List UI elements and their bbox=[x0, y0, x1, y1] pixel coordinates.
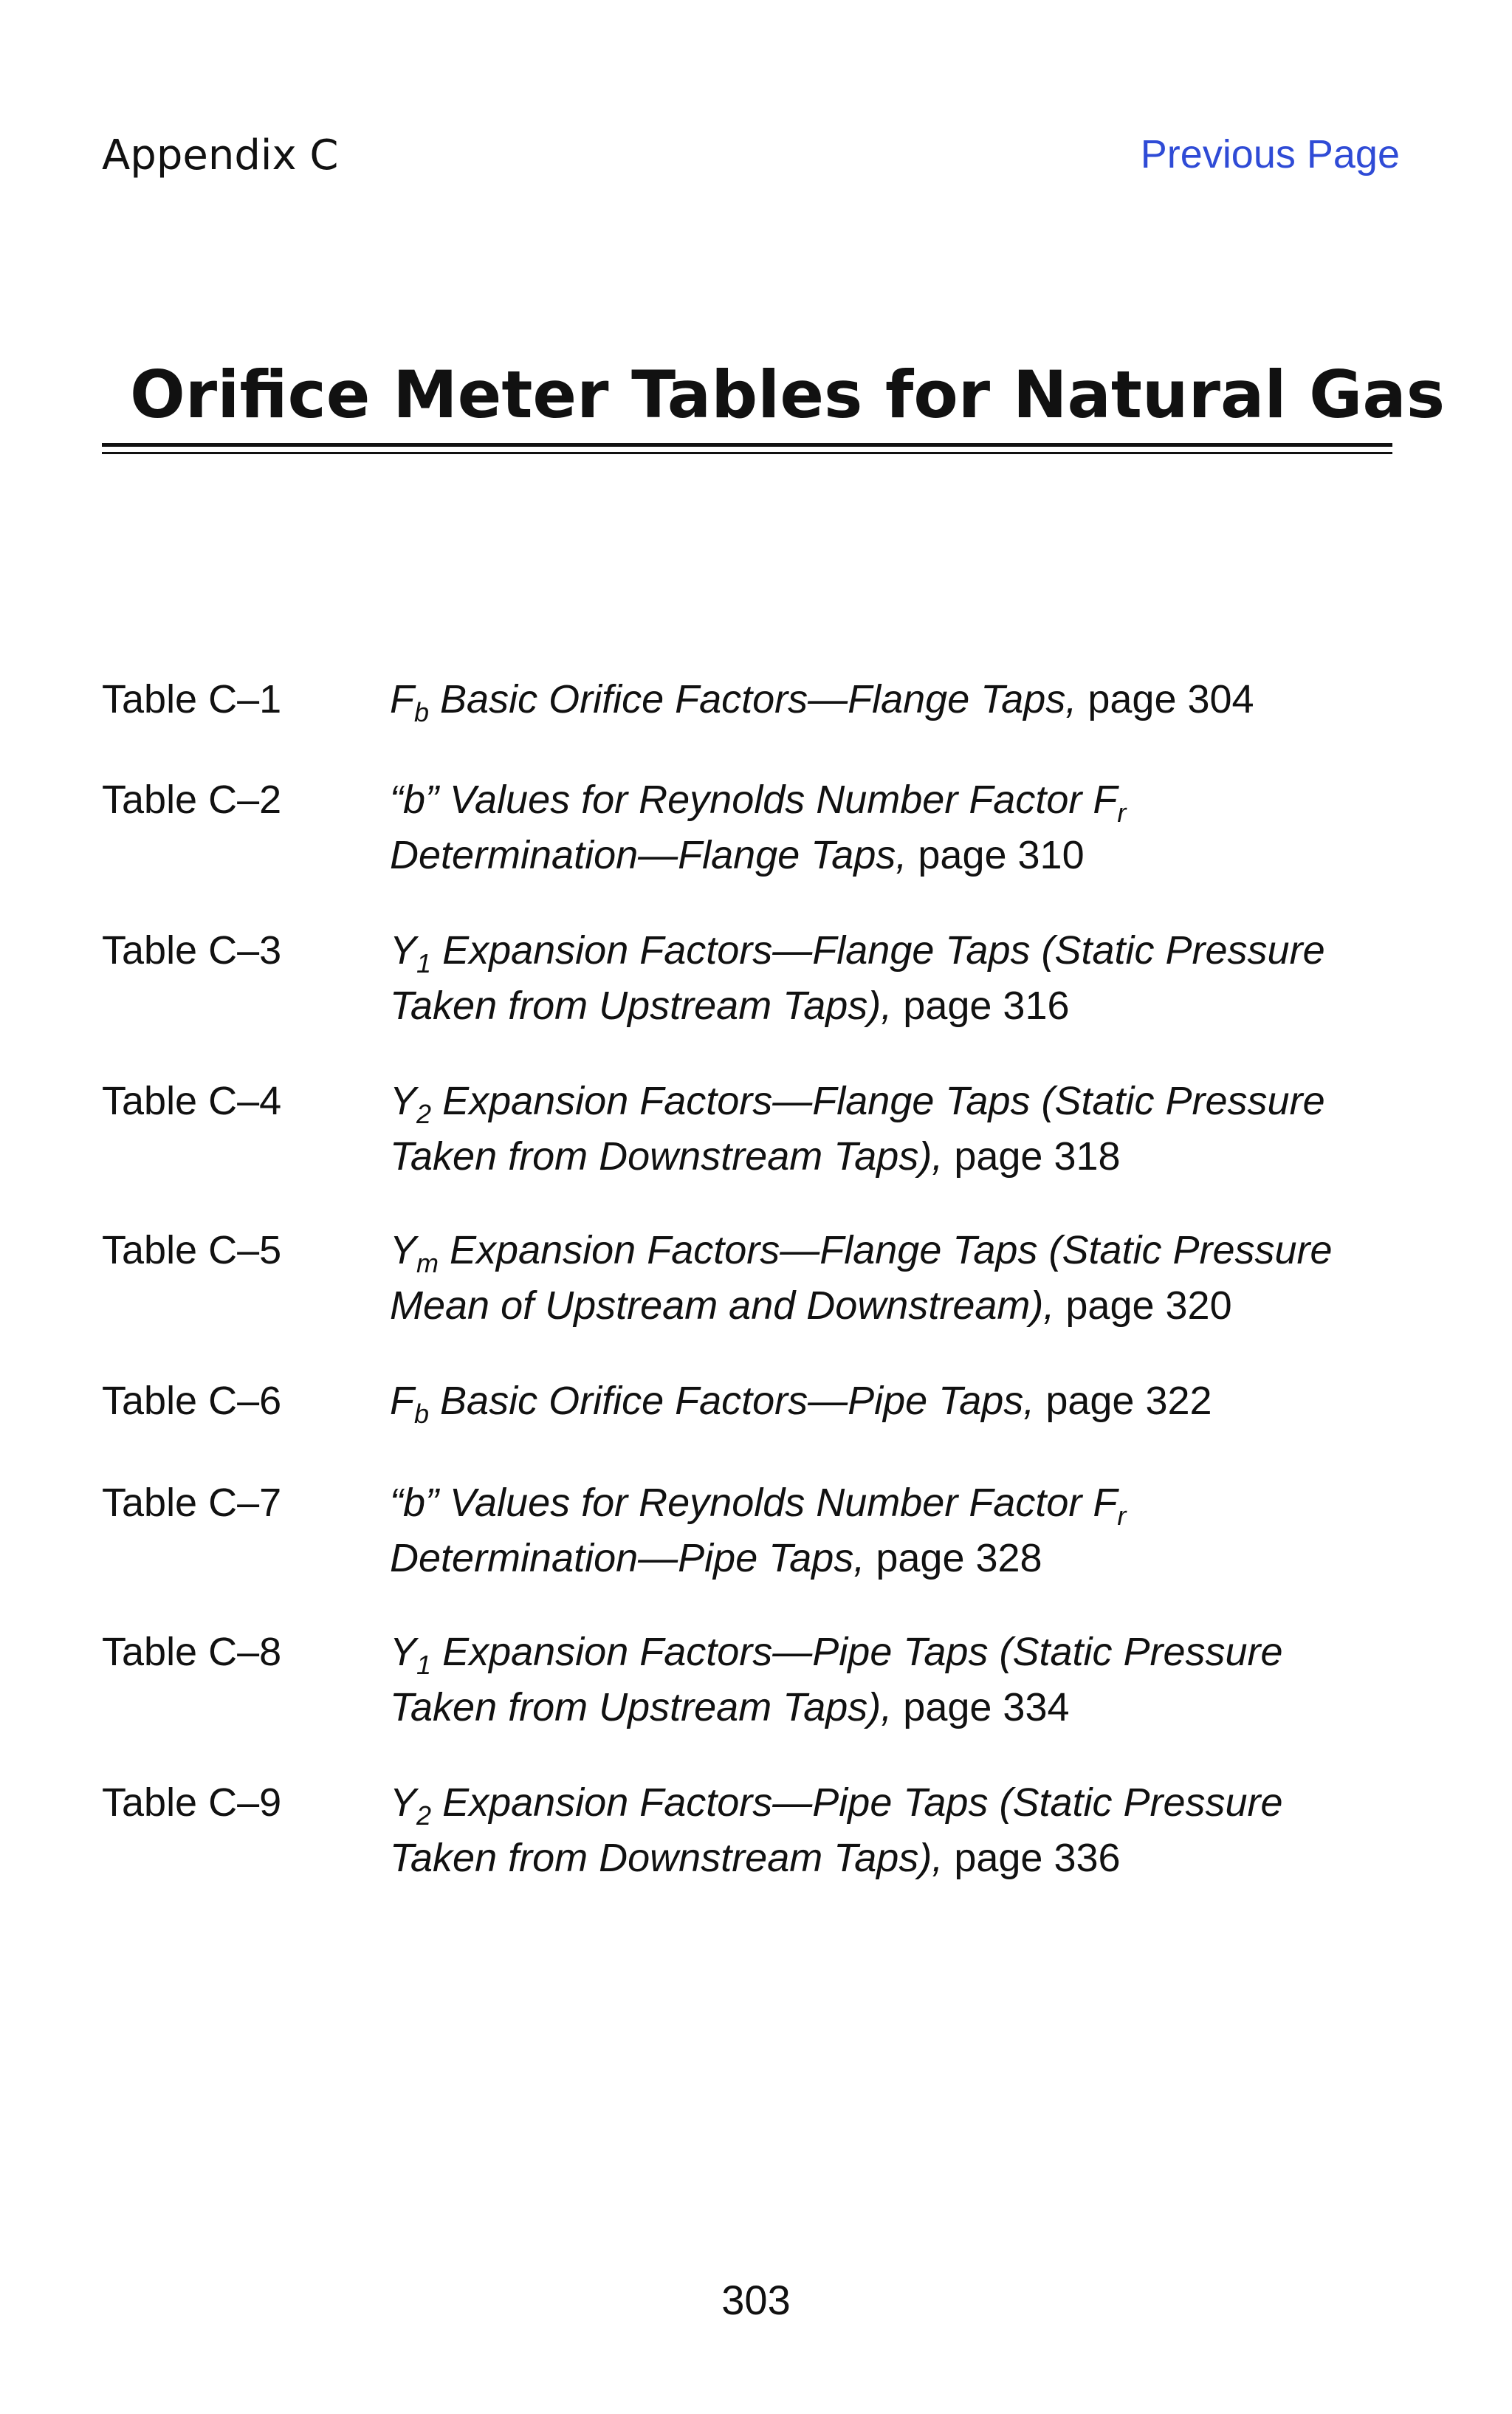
toc-title-text: Basic Orifice Factors—Pipe Taps, bbox=[429, 1379, 1035, 1423]
toc-page-ref: page 322 bbox=[1034, 1379, 1212, 1423]
toc-entry-description bbox=[390, 1625, 1409, 1735]
toc-title-text: Basic Orifice Factors—Flange Taps, bbox=[429, 677, 1077, 721]
toc-entry-label: Table C–4 bbox=[102, 1079, 282, 1123]
toc-title-text: Mean of Upstream and Downstream), bbox=[390, 1283, 1055, 1328]
toc-entry-description bbox=[390, 923, 1409, 1034]
toc-entry-description bbox=[390, 1475, 1409, 1586]
toc-entry-label: Table C–8 bbox=[102, 1630, 282, 1674]
toc-symbol-subscript: r bbox=[1117, 797, 1127, 828]
toc-symbol: F bbox=[390, 677, 414, 721]
toc-title-text: Taken from Downstream Taps), bbox=[390, 1134, 944, 1179]
toc-title-text: Determination—Flange Taps, bbox=[390, 833, 907, 877]
toc-entry-description bbox=[390, 1223, 1409, 1334]
page-title: Orifice Meter Tables for Natural Gas bbox=[130, 357, 1446, 433]
toc-page-ref: page 334 bbox=[892, 1685, 1070, 1729]
toc-title-text: Taken from Upstream Taps), bbox=[390, 1685, 893, 1729]
toc-symbol-subscript: b bbox=[414, 1398, 430, 1429]
toc-symbol-subscript: b bbox=[414, 696, 430, 727]
toc-entry-label: Table C–3 bbox=[102, 928, 282, 973]
toc-symbol: Y bbox=[390, 1630, 417, 1674]
toc-entry-label: Table C–7 bbox=[102, 1481, 282, 1525]
toc-title-text: Expansion Factors—Flange Taps (Static Pressure bbox=[439, 1228, 1333, 1272]
toc-entry-description bbox=[390, 672, 1409, 727]
toc-title-text: “b” Values for Reynolds Number Factor F bbox=[390, 1481, 1118, 1525]
toc-symbol-subscript: 1 bbox=[416, 947, 432, 978]
toc-symbol: Y bbox=[390, 1079, 417, 1123]
toc-entry-label: Table C–9 bbox=[102, 1780, 282, 1825]
toc-symbol-subscript: 1 bbox=[416, 1649, 432, 1680]
toc-title-text: Expansion Factors—Pipe Taps (Static Pressure bbox=[431, 1780, 1283, 1825]
toc-page-ref: page 318 bbox=[943, 1134, 1121, 1179]
header-section-label: Appendix C bbox=[102, 131, 339, 179]
toc-page-ref: page 328 bbox=[865, 1536, 1042, 1580]
toc-page-ref: page 320 bbox=[1054, 1283, 1232, 1328]
toc-entry-label: Table C–2 bbox=[102, 778, 282, 822]
toc-title-text: Expansion Factors—Pipe Taps (Static Pressure bbox=[431, 1630, 1283, 1674]
toc-symbol-subscript: 2 bbox=[416, 1098, 432, 1129]
toc-entry-description bbox=[390, 1374, 1409, 1429]
toc-page-ref: page 310 bbox=[907, 833, 1085, 877]
toc-title-text: “b” Values for Reynolds Number Factor F bbox=[390, 778, 1118, 822]
toc-title-text: Expansion Factors—Flange Taps (Static Pressure bbox=[431, 1079, 1325, 1123]
toc-title-text: Taken from Upstream Taps), bbox=[390, 984, 893, 1028]
toc-title-text: Taken from Downstream Taps), bbox=[390, 1836, 944, 1880]
previous-page-link[interactable]: Previous Page bbox=[1140, 132, 1400, 176]
page-number: 303 bbox=[721, 2277, 791, 2323]
toc-entry-description bbox=[390, 772, 1409, 883]
toc-page-ref: page 336 bbox=[943, 1836, 1121, 1880]
toc-entry-description bbox=[390, 1074, 1409, 1184]
toc-page-ref: page 304 bbox=[1076, 677, 1254, 721]
toc-symbol-subscript: m bbox=[416, 1247, 439, 1278]
toc-symbol: F bbox=[390, 1379, 414, 1423]
toc-entry-label: Table C–5 bbox=[102, 1228, 282, 1272]
toc-symbol-subscript: 2 bbox=[416, 1800, 432, 1831]
toc-symbol: Y bbox=[390, 1228, 417, 1272]
toc-entry-label: Table C–1 bbox=[102, 677, 282, 721]
toc-symbol-subscript: r bbox=[1117, 1500, 1127, 1531]
toc-page-ref: page 316 bbox=[892, 984, 1070, 1028]
toc-entry-description bbox=[390, 1775, 1409, 1886]
toc-title-text: Determination—Pipe Taps, bbox=[390, 1536, 865, 1580]
toc-entry-label: Table C–6 bbox=[102, 1379, 282, 1423]
toc-symbol: Y bbox=[390, 1780, 417, 1825]
toc-title-text: Expansion Factors—Flange Taps (Static Pressure bbox=[431, 928, 1325, 973]
toc-symbol: Y bbox=[390, 928, 417, 973]
table-of-contents bbox=[102, 0, 1401, 2414]
